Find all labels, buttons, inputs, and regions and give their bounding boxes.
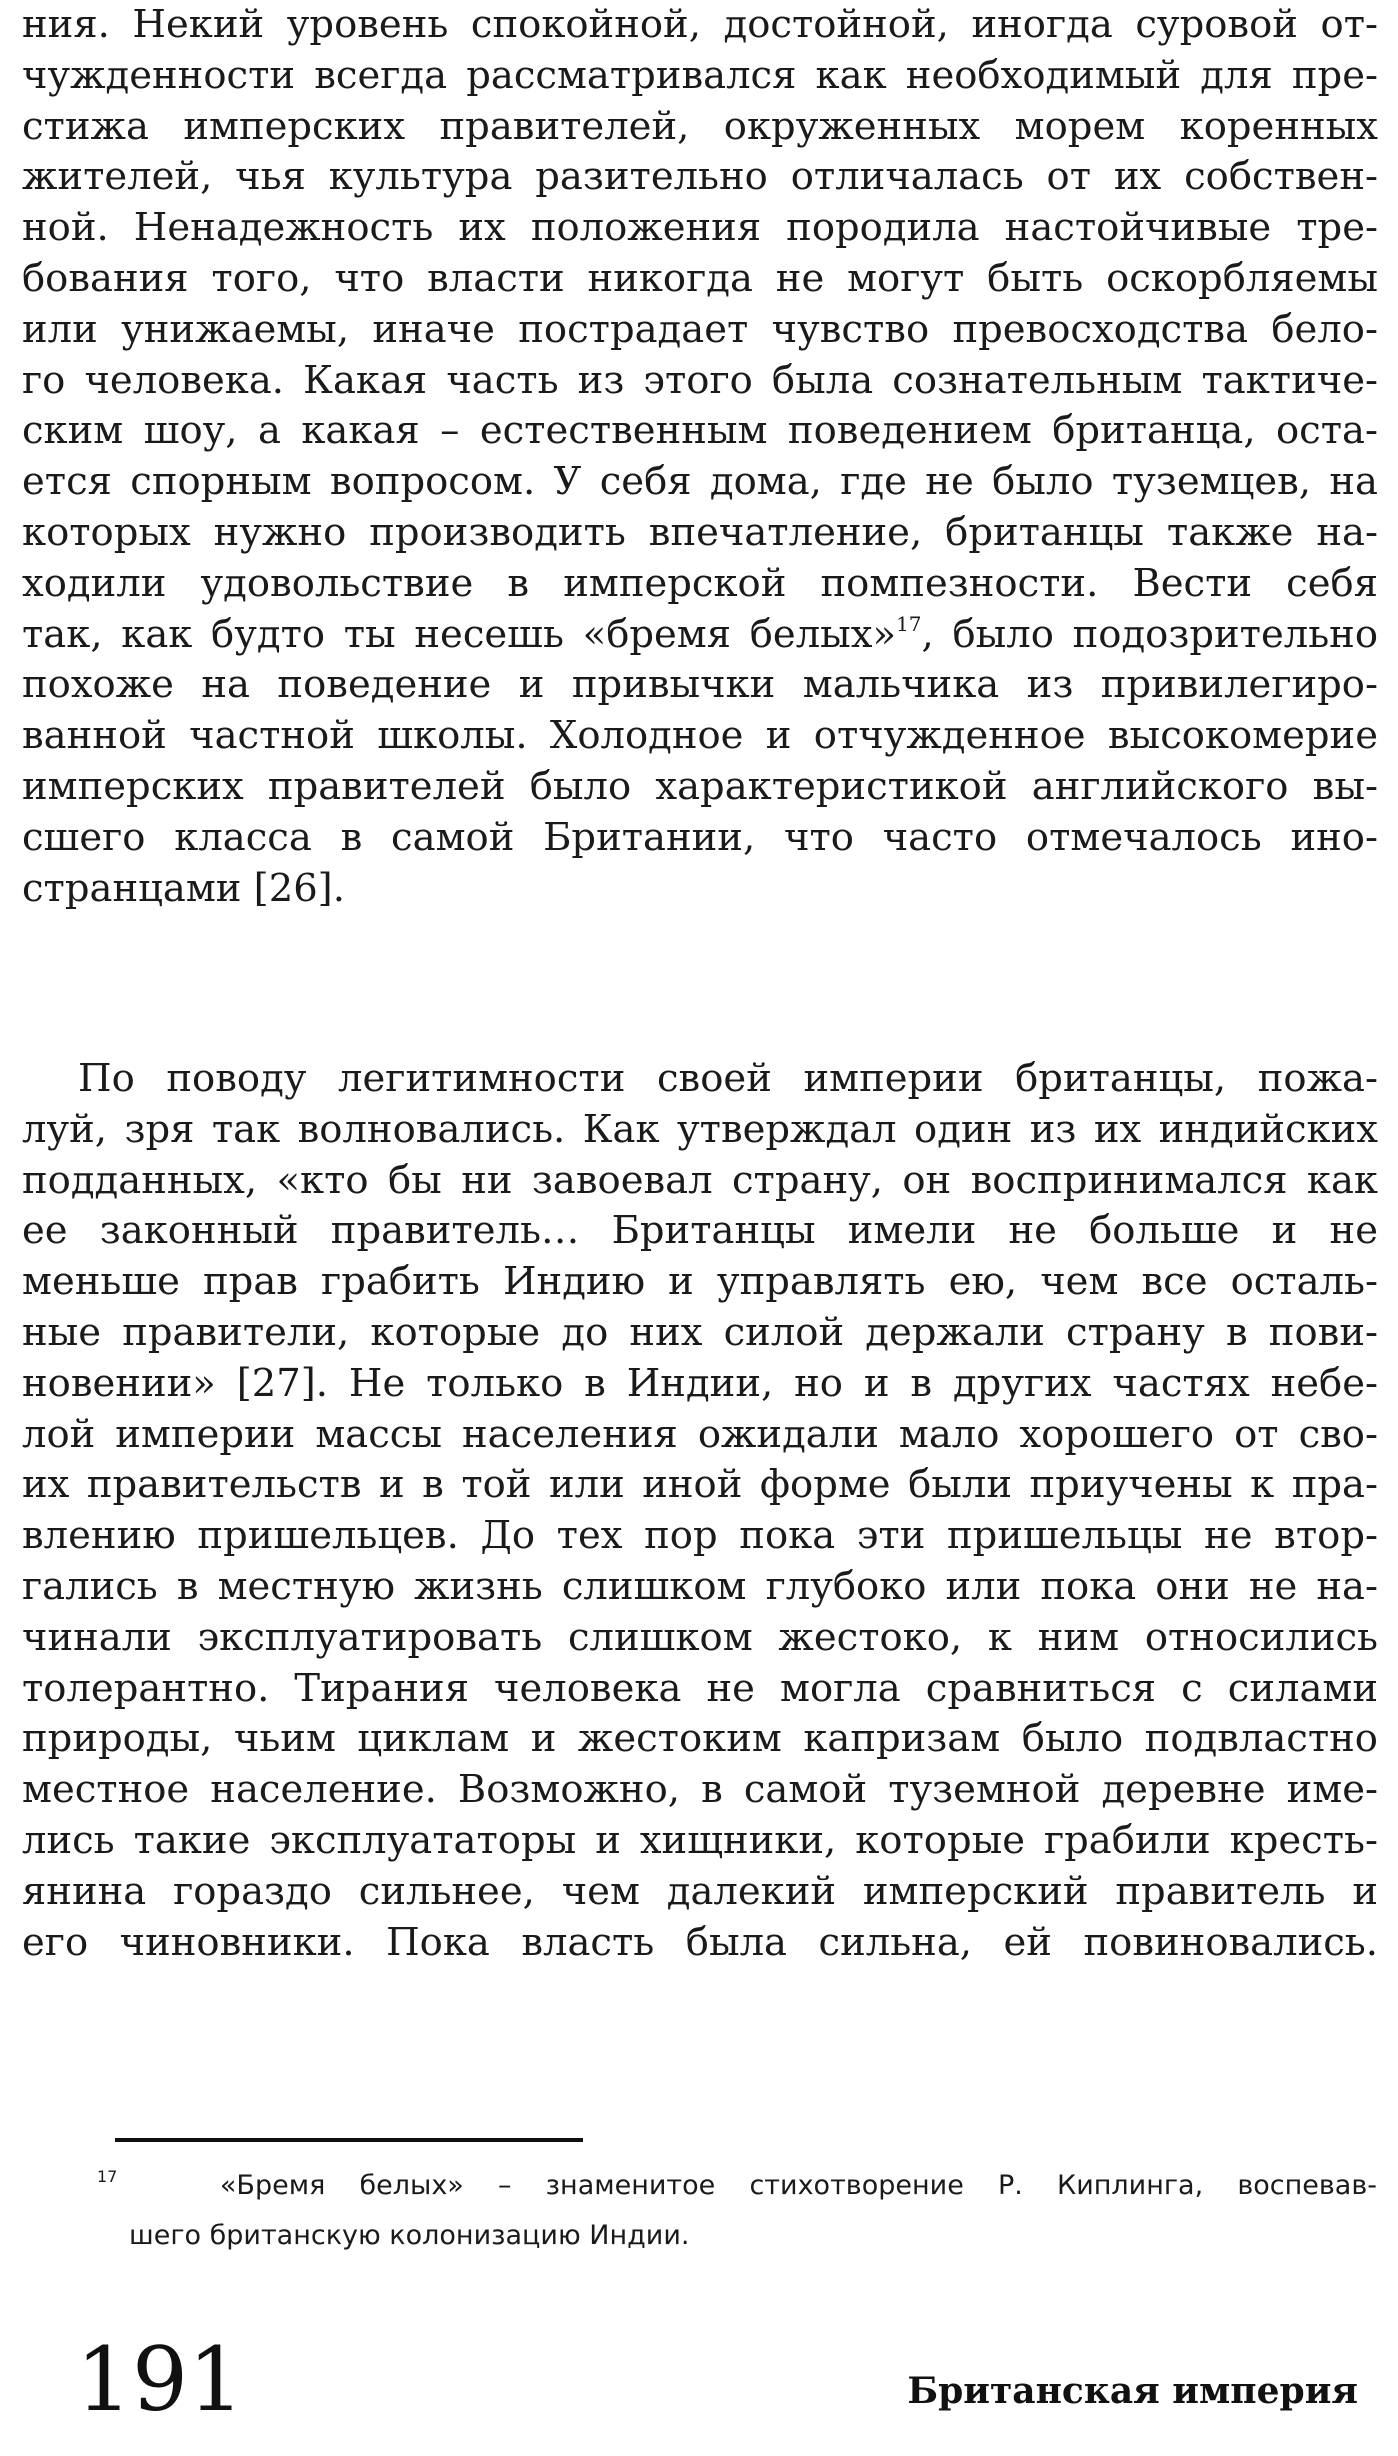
footnote-line: шего британскую колонизацию Индии.: [129, 2220, 690, 2251]
text-line: гались в местную жизнь слишком глубоко или пока они не на-: [22, 1563, 1378, 1609]
text-line: новении» [27]. Не только в Индии, но и в других частях небе-: [22, 1360, 1378, 1406]
text-line: чужденности всегда рассматривался как необходимый для пре-: [22, 52, 1378, 98]
text-line: чинали эксплуатировать слишком жестоко, к ним относились: [22, 1614, 1378, 1660]
footnote-divider: [115, 2138, 583, 2142]
text-line: влению пришельцев. До тех пор пока эти пришельцы не втор-: [22, 1513, 1378, 1559]
text-line: ским шоу, а какая – естественным поведением британца, оста-: [22, 408, 1378, 454]
text-line: го человека. Какая часть из этого была сознательным тактиче-: [22, 357, 1378, 403]
paragraph-2: [22, 1054, 1378, 1968]
running-title: Британская империя: [907, 2370, 1358, 2412]
text-line: толерантно. Тирания человека не могла сравниться с силами: [22, 1665, 1378, 1711]
text-line: луй, зря так волновались. Как утверждал один из их индийских: [22, 1106, 1378, 1152]
paragraph-1: [22, 0, 1378, 914]
text-line: которых нужно производить впечатление, британцы также на-: [22, 509, 1378, 555]
text-line: По поводу легитимности своей империи британцы, пожа-: [78, 1056, 1378, 1101]
text-line: лой империи массы населения ожидали мало хорошего от сво-: [22, 1411, 1378, 1457]
text-line: ной. Ненадежность их положения породила настойчивые тре-: [22, 205, 1378, 251]
text-line: жителей, чья культура разительно отличалась от их собствен-: [22, 154, 1378, 200]
text-line: местное население. Возможно, в самой туземной деревне име-: [22, 1767, 1378, 1813]
footnote-marker: 17: [97, 2167, 118, 2186]
text-line: меньше прав грабить Индию и управлять ею, чем все осталь-: [22, 1259, 1378, 1305]
text-line: стижа имперских правителей, окруженных морем коренных: [22, 103, 1378, 149]
text-line: ванной частной школы. Холодное и отчужденное высокомерие: [22, 713, 1378, 759]
text-line: их правительств и в той или иной форме были приучены к пра-: [22, 1462, 1378, 1508]
text-line: природы, чьим циклам и жестоким капризам было подвластно: [22, 1716, 1378, 1762]
footnote: [97, 2161, 1377, 2261]
footnote-text: «Бремя белых» – знаменитое стихотворение Р. Киплинга, воспевав-: [219, 2170, 1378, 2201]
text-line: странцами [26].: [22, 865, 345, 911]
text-line: ные правители, которые до них силой держали страну в пови-: [22, 1309, 1378, 1355]
text-line: ется спорным вопросом. У себя дома, где не было туземцев, на: [22, 459, 1378, 505]
footnote-line: [97, 2161, 1377, 2211]
text-line: ходили удовольствие в имперской помпезности. Вести себя: [22, 560, 1378, 606]
text-line: янина гораздо сильнее, чем далекий имперский правитель и: [22, 1868, 1378, 1914]
text-line: ее законный правитель… Британцы имели не больше и не: [22, 1208, 1378, 1254]
text-segment: так, как будто ты несешь «бремя белых»: [22, 611, 897, 657]
text-line: ния. Некий уровень спокойной, достойной, иногда суровой от-: [22, 2, 1378, 47]
footnote-reference[interactable]: 17: [896, 611, 922, 636]
text-line-with-footnote-ref: [22, 610, 1378, 661]
text-line: или унижаемы, иначе пострадает чувство превосходства бело-: [22, 306, 1378, 352]
text-line: сшего класса в самой Британии, что часто отмечалось ино-: [22, 814, 1378, 860]
text-segment: , было подозрительно: [921, 611, 1378, 657]
text-line: подданных, «кто бы ни завоевал страну, он воспринимался как: [22, 1157, 1378, 1203]
text-line: имперских правителей было характеристикой английского вы-: [22, 763, 1378, 809]
page-number: 191: [76, 2328, 244, 2431]
text-line: его чиновники. Пока власть была сильна, ей повиновались.: [22, 1919, 1378, 1965]
text-line: похоже на поведение и привычки мальчика из привилегиро-: [22, 662, 1378, 708]
text-line: бования того, что власти никогда не могут быть оскорбляемы: [22, 255, 1378, 301]
text-line: лись такие эксплуататоры и хищники, которые грабили кресть-: [22, 1817, 1378, 1863]
